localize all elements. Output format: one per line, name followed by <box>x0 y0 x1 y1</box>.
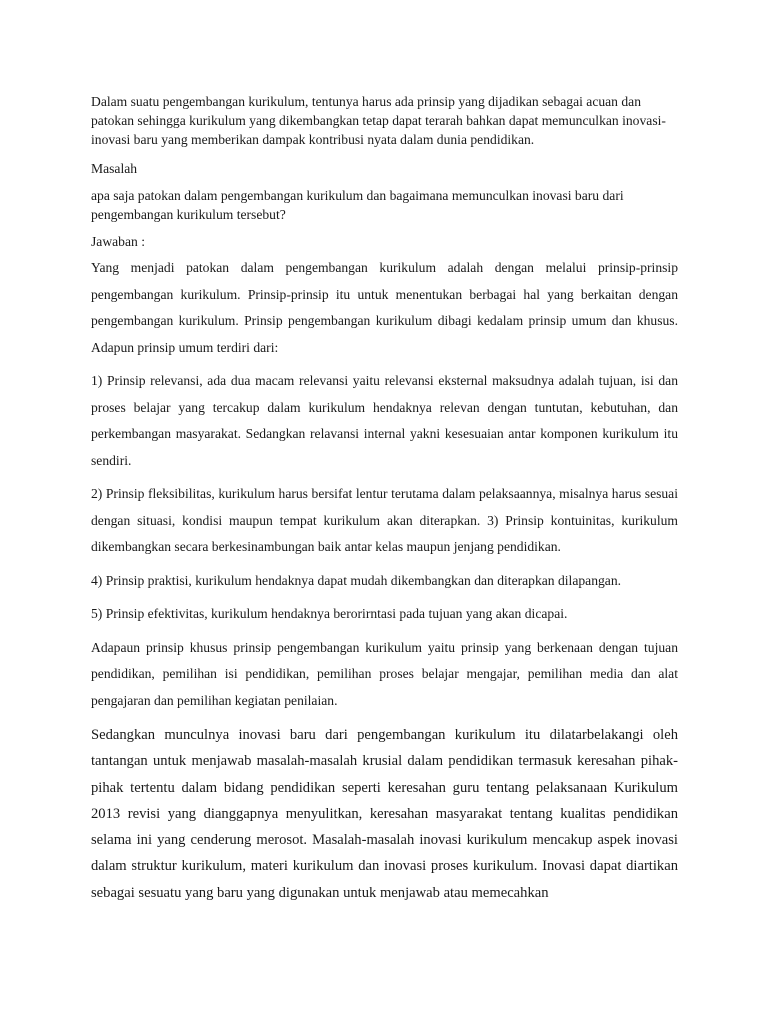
document-page <box>91 92 678 906</box>
answer-paragraph: Yang menjadi patokan dalam pengembangan kurikulum adalah dengan melalui prinsip-prinsip pengembangan kurikulum. Prinsip-prinsip itu untuk menentukan berbagai hal yang berkaitan dengan pengembangan kurikulum. Prinsip pengembangan kurikulum dibagi kedalam prinsip umum dan khusus. Adapun prinsip umum terdiri dari: <box>91 260 678 355</box>
answer-label: Jawaban : <box>91 234 145 249</box>
principle-5-paragraph: 5) Prinsip efektivitas, kurikulum hendaknya berorirntasi pada tujuan yang akan dicapai. <box>91 606 568 621</box>
principle-2-3-paragraph: 2) Prinsip fleksibilitas, kurikulum harus bersifat lentur terutama dalam pelaksaannya, misalnya harus sesuai dengan situasi, kondisi maupun tempat kurikulum akan diterapkan. 3) Prinsip kontuinitas, kurikulum dikembangkan secara berkesinambungan baik antar kelas maupun jenjang pendidikan. <box>91 486 678 554</box>
question-paragraph: apa saja patokan dalam pengembangan kurikulum dan bagaimana memunculkan inovasi baru dari pengembangan kurikulum tersebut? <box>91 188 624 222</box>
principle-1-paragraph: 1) Prinsip relevansi, ada dua macam relevansi yaitu relevansi eksternal maksudnya adalah tujuan, isi dan proses belajar yang tercakup dalam kurikulum hendaknya relevan dengan tuntutan, kebutuhan, dan perkembangan masyarakat. Sedangkan relavansi internal yakni kesesuaian antar komponen kurikulum itu sendiri. <box>91 373 678 468</box>
section-heading-masalah: Masalah <box>91 161 138 176</box>
innovation-paragraph: Sedangkan munculnya inovasi baru dari pengembangan kurikulum itu dilatarbelakangi oleh tantangan untuk menjawab masalah-masalah krusial dalam pendidikan termasuk keresahan pihak-pihak tertentu dalam bidang pendidikan seperti keresahan guru tentang pelaksanaan Kurikulum 2013 revisi yang dianggapnya menyulitkan, keresahan masyarakat tentang kualitas pendidikan selama ini yang cenderung merosot. Masalah-masalah inovasi kurikulum mencakup aspek inovasi dalam struktur kurikulum, materi kurikulum dan inovasi proses kurikulum. Inovasi dapat diartikan sebagai sesuatu yang baru yang digunakan untuk menjawab atau memecahkan <box>91 727 678 901</box>
intro-paragraph: Dalam suatu pengembangan kurikulum, tentunya harus ada prinsip yang dijadikan sebagai acuan dan patokan sehingga kurikulum yang dikembangkan tetap dapat terarah bahkan dapat memunculkan inovasi-inovasi baru yang memberikan dampak kontribusi nyata dalam dunia pendidikan. <box>91 94 666 147</box>
special-principles-paragraph: Adapaun prinsip khusus prinsip pengembangan kurikulum yaitu prinsip yang berkenaan dengan tujuan pendidikan, pemilihan isi pendidikan, pemilihan proses belajar mengajar, pemilihan media dan alat pengajaran dan pemilihan kegiatan penilaian. <box>91 639 678 708</box>
principle-4-paragraph: 4) Prinsip praktisi, kurikulum hendaknya dapat mudah dikembangkan dan diterapkan dilapangan. <box>91 572 622 588</box>
